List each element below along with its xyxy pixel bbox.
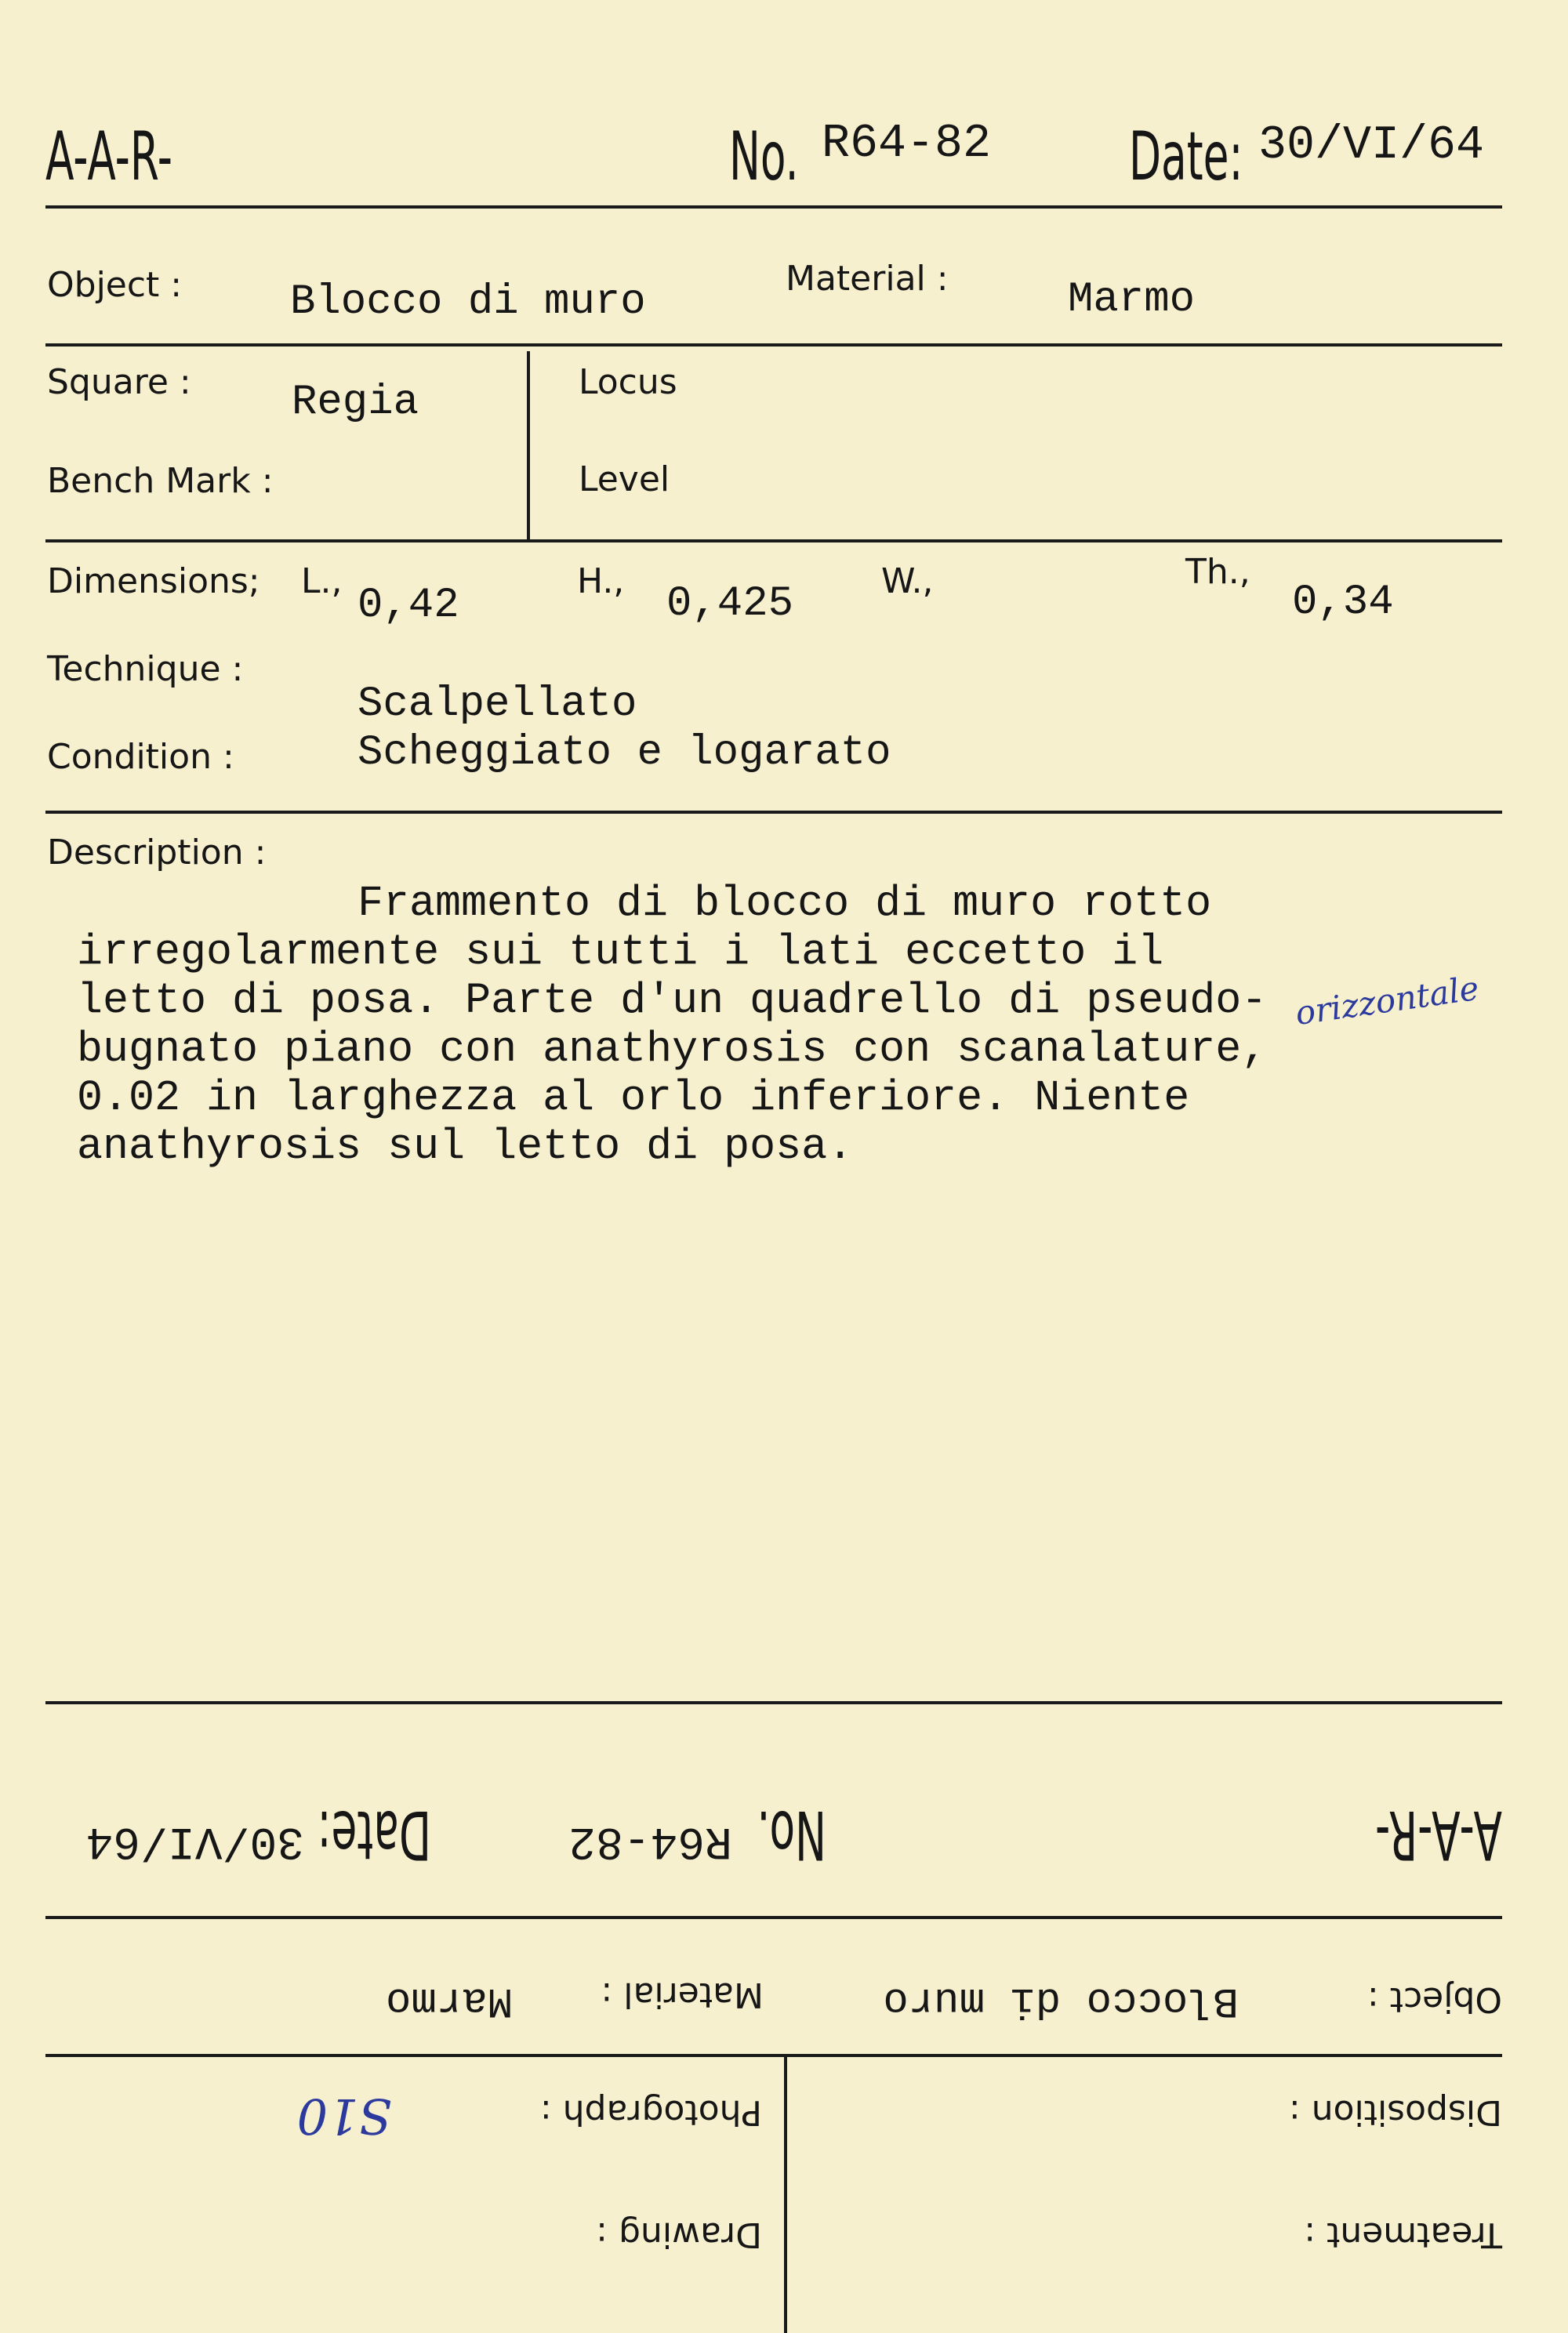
date-label: Date: [1129,118,1243,196]
stub-object-value: Blocco di muro [883,1976,1239,2024]
photograph-value: S10 [296,2088,392,2145]
number-value: R64-82 [822,118,992,171]
stub-material-label: Material : [601,1975,764,2015]
technique-value: Scalpellato [358,680,637,728]
date-value: 30/VI/64 [1258,119,1485,172]
stub-divider [784,2057,787,2333]
locus-label: Locus [579,362,677,402]
photograph-label: Photograph : [539,2092,762,2132]
condition-label: Condition : [47,737,234,777]
object-label: Object : [47,265,183,305]
handwritten-insertion: orizzontale [1293,968,1482,1032]
description-line: irregolarmente sui tutti i lati eccetto il [77,927,1164,977]
drawing-label: Drawing : [596,2215,762,2255]
treatment-label: Treatment : [1304,2215,1502,2255]
condition-rule [45,811,1502,814]
stub-series-code: A-A-R- [1374,1795,1502,1874]
material-value: Marmo [1068,276,1196,324]
number-label: No. [729,118,799,196]
object-value: Blocco di muro [290,278,646,326]
stub-lower-rule [45,1916,1502,1919]
square-label: Square : [47,362,191,402]
level-label: Level [579,459,670,499]
description-label: Description : [47,833,267,873]
stub-middle-rule [45,2054,1502,2057]
stub-object-label: Object : [1367,1979,1502,2019]
description-line: Frammento di blocco di muro rotto [358,879,1212,928]
thickness-label: Th., [1185,552,1250,592]
description-line: bugnato piano con anathyrosis con scanalature, [77,1025,1268,1074]
description-line: letto di posa. Parte d'un quadrello di pseudo- [77,976,1268,1025]
condition-value: Scheggiato e logarato [358,729,891,777]
thickness-value: 0,34 [1292,579,1394,626]
disposition-label: Disposition : [1288,2092,1502,2132]
object-rule [45,343,1502,347]
stub-number-label: No. [757,1795,826,1874]
inverted-stub [0,1685,1568,2333]
bench-mark-label: Bench Mark : [47,461,274,501]
square-divider [527,351,530,539]
material-label: Material : [786,259,949,299]
height-value: 0,425 [666,580,794,628]
stub-date-value: 30/VI/64 [85,1815,304,1866]
square-value: Regia [292,379,419,426]
dimensions-label: Dimensions; [47,561,260,601]
stub-date-label: Date: [317,1795,431,1874]
height-label: H., [577,561,625,601]
header-rule [45,205,1502,209]
description-line: 0.02 in larghezza al orlo inferiore. Niente [77,1073,1190,1123]
length-label: L., [301,561,343,601]
length-value: 0,42 [358,582,459,630]
description-line: anathyrosis sul letto di posa. [77,1122,854,1171]
stub-material-value: Marmo [385,1976,513,2024]
series-code: A-A-R- [45,118,173,196]
technique-label: Technique : [47,649,244,689]
width-label: W., [881,561,934,601]
stub-number-value: R64-82 [568,1815,732,1866]
square-rule [45,539,1502,542]
